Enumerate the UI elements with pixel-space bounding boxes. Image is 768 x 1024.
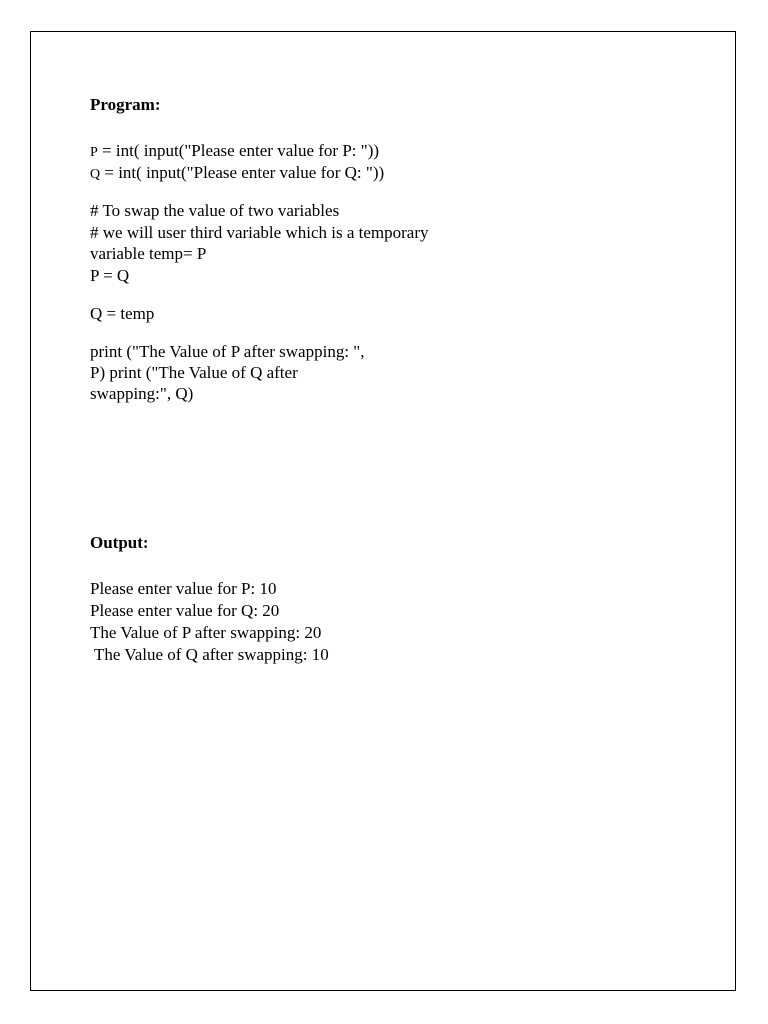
code-assign-q: Q = temp (90, 304, 155, 323)
program-heading: Program: (90, 95, 161, 114)
code-print-3: swapping:", Q) (90, 384, 194, 403)
code-comment-1: # To swap the value of two variables (90, 201, 340, 220)
code-comment-2: # we will user third variable which is a temporary (90, 223, 429, 242)
code-var-p: P (90, 145, 98, 160)
code-comment-3: variable temp= P (90, 244, 207, 263)
document-page (30, 31, 736, 991)
code-line-p-rest: = int( input("Please enter value for P: ")) (97, 141, 380, 160)
code-line-q-input (90, 162, 384, 186)
code-print-2: P) print ("The Value of Q after (90, 363, 298, 382)
output-line: The Value of Q after swapping: 10 (90, 645, 329, 664)
output-line: Please enter value for P: 10 (90, 579, 277, 598)
code-line-p-input (90, 140, 379, 164)
output-heading: Output: (90, 533, 149, 552)
output-line: Please enter value for Q: 20 (90, 601, 280, 620)
code-assign-p: P = Q (90, 266, 130, 285)
code-var-q: Q (90, 167, 101, 182)
output-line: The Value of P after swapping: 20 (90, 623, 322, 642)
code-print-1: print ("The Value of P after swapping: ", (90, 342, 365, 361)
code-line-q-rest: = int( input("Please enter value for Q: ")) (100, 163, 385, 182)
